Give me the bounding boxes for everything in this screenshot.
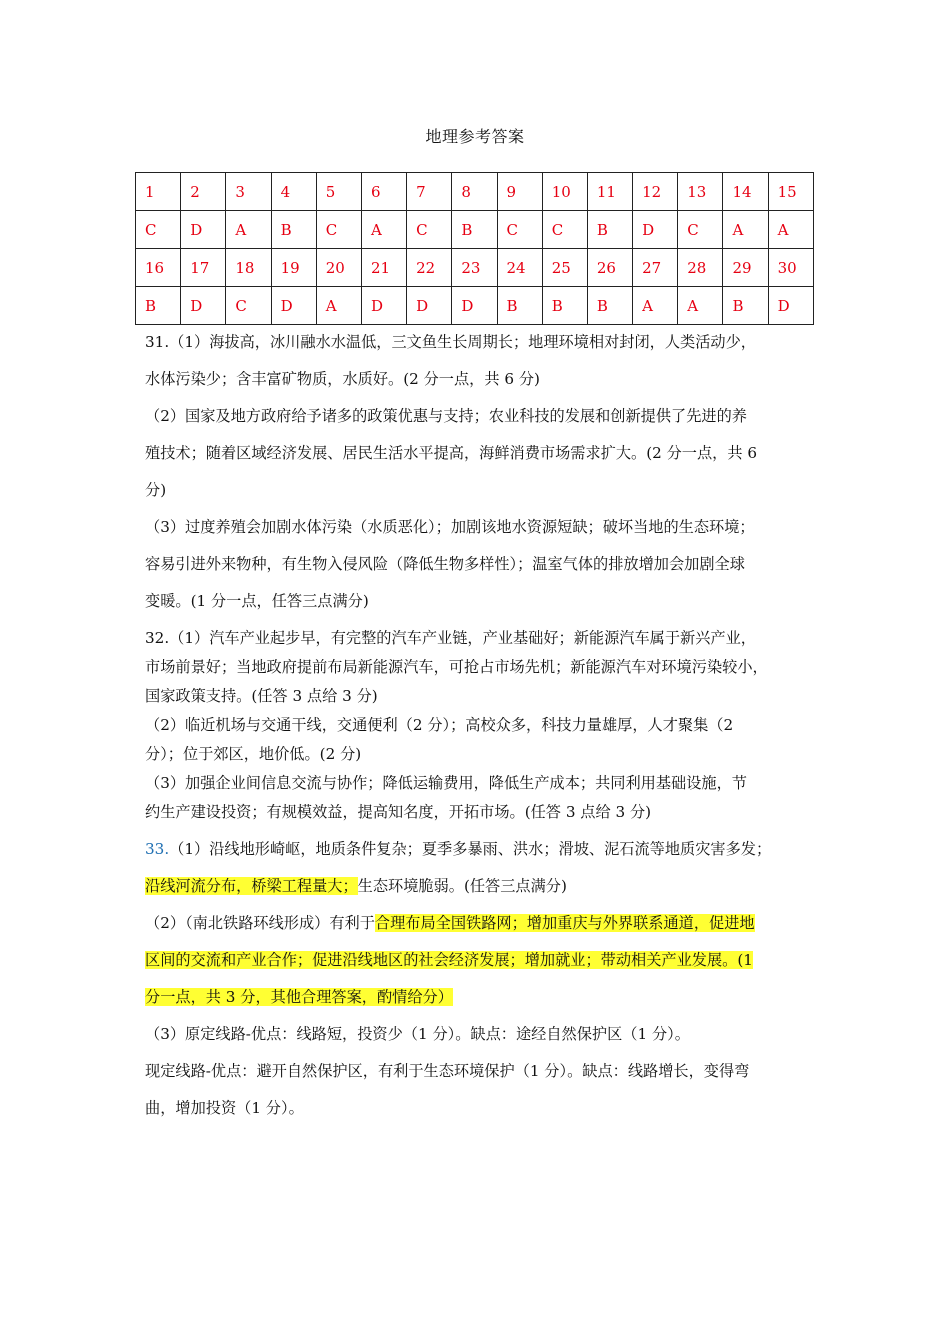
q33-line-1-text: （1）沿线地形崎岖，地质条件复杂；夏季多暴雨、洪水；滑坡、泥石流等地质灾害多发； (169, 840, 772, 858)
question-number-row (136, 173, 814, 211)
answer-cell: C (407, 211, 452, 249)
question-number-cell: 30 (768, 249, 813, 287)
answer-cell: B (542, 287, 587, 325)
question-number-cell: 12 (633, 173, 678, 211)
answer-cell: A (316, 287, 361, 325)
answer-table (135, 172, 814, 325)
q33-line-7: 现定线路-优点：避开自然保护区，有利于生态环境保护（1 分）。缺点：线路增长，变得弯 (145, 1062, 750, 1080)
answer-cell: C (678, 211, 723, 249)
q32-line-6: （3）加强企业间信息交流与协作；降低运输费用，降低生产成本；共同利用基础设施，节 (145, 774, 747, 792)
q31-line-3: （2）国家及地方政府给予诸多的政策优惠与支持；农业科技的发展和创新提供了先进的养 (145, 407, 747, 425)
question-number-cell: 13 (678, 173, 723, 211)
q33-line-8: 曲，增加投资（1 分）。 (145, 1099, 304, 1117)
question-number-cell: 3 (226, 173, 271, 211)
q33-line-4 (145, 948, 810, 973)
question-number-cell: 9 (497, 173, 542, 211)
q32-line-1: 32.（1）汽车产业起步早，有完整的汽车产业链，产业基础好；新能源汽车属于新兴产业， (145, 629, 756, 647)
question-number-row (136, 249, 814, 287)
q32-line-7: 约生产建设投资；有规模效益，提高知名度，开拓市场。(任答 3 点给 3 分) (145, 803, 652, 821)
question-number-cell: 18 (226, 249, 271, 287)
q31-line-1: 31.（1）海拔高，冰川融水水温低，三文鱼生长周期长；地理环境相对封闭，人类活动少， (145, 333, 756, 351)
answer-cell: B (136, 287, 181, 325)
answer-cell: B (497, 287, 542, 325)
question-number-cell: 2 (181, 173, 226, 211)
question-number-cell: 21 (361, 249, 406, 287)
question-number-cell: 29 (723, 249, 768, 287)
question-number-cell: 19 (271, 249, 316, 287)
q33-highlight-3: 区间的交流和产业合作；促进沿线地区的社会经济发展；增加就业；带动相关产业发展。(1 (145, 951, 753, 969)
answer-cell: B (587, 211, 632, 249)
answer-cell: A (633, 287, 678, 325)
answer-content (145, 330, 810, 1121)
question-number-cell: 10 (542, 173, 587, 211)
answer-cell: D (407, 287, 452, 325)
answer-cell: B (452, 211, 497, 249)
q31-line-2: 水体污染少；含丰富矿物质，水质好。(2 分一点，共 6 分) (145, 370, 540, 388)
answer-letter-row (136, 211, 814, 249)
answer-cell: D (452, 287, 497, 325)
answer-cell: A (226, 211, 271, 249)
answer-cell: A (361, 211, 406, 249)
answer-cell: B (271, 211, 316, 249)
q33-line-3-text: （2）（南北铁路环线形成）有利于 (145, 914, 375, 932)
answer-cell: D (361, 287, 406, 325)
q31-line-4: 殖技术；随着区域经济发展、居民生活水平提高，海鲜消费市场需求扩大。(2 分一点，共 6 (145, 444, 758, 462)
q33-highlight-2: 合理布局全国铁路网；增加重庆与外界联系通道，促进地 (374, 914, 755, 932)
question-number-cell: 17 (181, 249, 226, 287)
question-number-cell: 15 (768, 173, 813, 211)
answer-cell: D (768, 287, 813, 325)
page-title: 地理参考答案 (425, 127, 525, 146)
answer-cell: B (587, 287, 632, 325)
answer-cell: C (497, 211, 542, 249)
question-number-cell: 20 (316, 249, 361, 287)
answer-letter-row (136, 287, 814, 325)
answer-cell: C (226, 287, 271, 325)
question-number-cell: 6 (361, 173, 406, 211)
answer-cell: C (316, 211, 361, 249)
answer-cell: D (633, 211, 678, 249)
q31-line-6: （3）过度养殖会加剧水体污染（水质恶化）；加剧该地水资源短缺；破坏当地的生态环境； (145, 518, 755, 536)
q32-line-4: （2）临近机场与交通干线，交通便利（2 分）；高校众多，科技力量雄厚，人才聚集（2 (145, 716, 734, 734)
answer-cell: D (181, 211, 226, 249)
answer-cell: A (723, 211, 768, 249)
q33-line-2 (145, 874, 810, 899)
question-number-cell: 25 (542, 249, 587, 287)
question-number-cell: 4 (271, 173, 316, 211)
question-number-cell: 14 (723, 173, 768, 211)
question-number-cell: 22 (407, 249, 452, 287)
q33-number: 33. (145, 840, 170, 858)
q33-line-1 (145, 837, 810, 862)
question-number-cell: 28 (678, 249, 723, 287)
answer-cell: A (678, 287, 723, 325)
question-number-cell: 26 (587, 249, 632, 287)
q32-line-2: 市场前景好；当地政府提前布局新能源汽车，可抢占市场先机；新能源汽车对环境污染较小， (145, 658, 768, 676)
answer-cell: B (723, 287, 768, 325)
q32-line-5: 分）；位于郊区，地价低。(2 分) (145, 745, 362, 763)
question-number-cell: 8 (452, 173, 497, 211)
q33-line-6: （3）原定线路-优点：线路短，投资少（1 分）。缺点：途经自然保护区（1 分）。 (145, 1025, 690, 1043)
answer-cell: C (542, 211, 587, 249)
q31-line-8: 变暖。(1 分一点，任答三点满分) (145, 592, 369, 610)
question-number-cell: 27 (633, 249, 678, 287)
q32-line-3: 国家政策支持。(任答 3 点给 3 分) (145, 687, 378, 705)
q33-highlight-4: 分一点，共 3 分，其他合理答案，酌情给分） (145, 988, 453, 1006)
question-number-cell: 24 (497, 249, 542, 287)
question-number-cell: 1 (136, 173, 181, 211)
answer-cell: C (136, 211, 181, 249)
question-number-cell: 23 (452, 249, 497, 287)
answer-cell: D (271, 287, 316, 325)
answer-cell: D (181, 287, 226, 325)
question-number-cell: 11 (587, 173, 632, 211)
question-number-cell: 7 (407, 173, 452, 211)
q33-highlight-1: 沿线河流分布，桥梁工程量大； (145, 877, 358, 895)
answer-cell: A (768, 211, 813, 249)
question-number-cell: 16 (136, 249, 181, 287)
q33-line-2-text: 生态环境脆弱。(任答三点满分) (357, 877, 567, 895)
q31-line-7: 容易引进外来物种，有生物入侵风险（降低生物多样性）；温室气体的排放增加会加剧全球 (145, 555, 745, 573)
q33-line-5 (145, 985, 810, 1010)
q31-line-5: 分) (145, 481, 167, 499)
question-number-cell: 5 (316, 173, 361, 211)
q33-line-3 (145, 911, 810, 936)
